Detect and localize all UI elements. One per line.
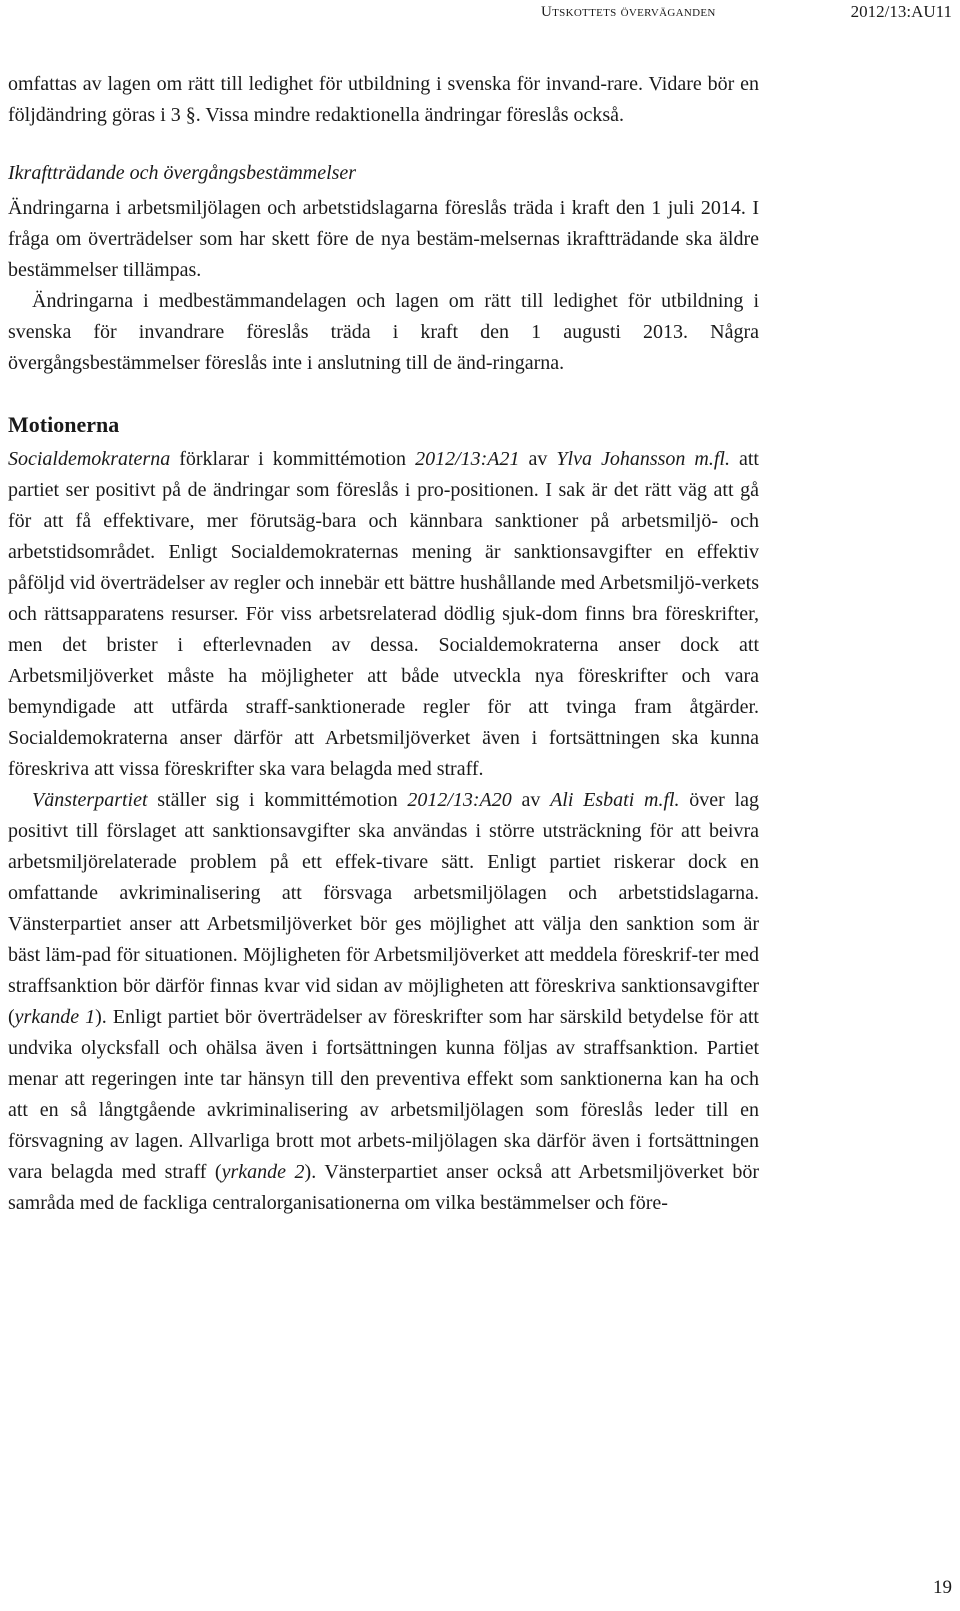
text-run: över lag positivt till förslaget att sanktionsavgifter ska användas i större utsträckning för att beivra arbetsmiljörelaterade problem på ett effek-tivare sätt. Enligt partiet riskerar dock en omfattande avkriminalisering att försvaga arbetsmiljölagen och arbetstidslagarna. Vänsterpartiet anser att Arbetsmiljöverket bör ges möjlighet att välja den sanktion som är bäst läm-pad för situationen. Möjligheten för Arbetsmiljöverket att meddela föreskrif-ter med straffsanktion bör därför finnas kvar vid sidan av möjligheten att föreskriva sanktionsavgifter ( [8,789,759,1028]
motion-author-ali-esbati: Ali Esbati m.fl. [550,789,680,811]
text-run: ). Vänsterpartiet anser också att Arbetsmiljöverket bör samråda med de fackliga centralorganisationerna om vilka bestämmelser och före- [8,1161,759,1214]
paragraph-ikrafttradande-medbestammandelagen: Ändringarna i medbestämmandelagen och lagen om rätt till ledighet för utbildning i svenska för invandrare föreslås träda i kraft den 1 augusti 2013. Några övergångsbestämmelser föreslås inte i anslutning till de änd-ringarna. [8,290,759,374]
subheading-ikrafttradande: Ikraftträdande och övergångsbestämmelser [8,162,357,184]
running-head [0,2,960,32]
text-run: av [511,789,551,811]
claim-reference-yrkande-2: yrkande 2 [221,1161,305,1183]
text-run: av [519,448,557,470]
text-run: förklarar i kommittémotion [170,448,416,470]
paragraph-motion-vansterpartiet [8,785,759,1219]
heading-motionerna: Motionerna [8,412,120,437]
claim-reference-yrkande-1: yrkande 1 [14,1006,96,1028]
motion-reference-a21: 2012/13:A21 [415,448,520,470]
document-body [8,69,759,1219]
text-run: ). Enligt partiet bör överträdelser av föreskrifter som har särskild betydelse för att undvika olycksfall och ohälsa även i fortsättningen kunna följas av straffsanktion. Partiet menar att regeringen inte tar hänsyn till den preventiva effekt som sanktionerna kan ha och att en så långtgående avkriminalisering av arbetsmiljölagen som föreslås leder till en försvagning av lagen. Allvarliga brott mot arbets-miljölagen ska därför även i fortsättningen vara belagda med straff ( [8,1006,759,1183]
party-name-socialdemokraterna: Socialdemokraterna [8,448,171,470]
paragraph-ikrafttradande-arbetsmiljolagen: Ändringarna i arbetsmiljölagen och arbetstidslagarna föreslås träda i kraft den 1 juli 2014. I fråga om överträdelser som har skett före de nya bestäm-melsernas ikraftträdande ska äldre bestämmelser tillämpas. [8,197,759,281]
motion-reference-a20: 2012/13:A20 [407,789,512,811]
text-run: att partiet ser positivt på de ändringar som föreslås i pro-positionen. I sak är det rätt väg att gå för att få effektivare, mer förutsäg-bara och kännbara sanktioner på arbetsmiljö- och arbetstidsområdet. Enligt Socialdemokraternas mening är sanktionsavgifter en effektiv påföljd vid överträdelser av regler och innebär ett bättre hushållande med Arbetsmiljö-verkets och rättsapparatens resurser. För viss arbetsrelaterad dödlig sjuk-dom finns bra föreskrifter, men det brister i efterlevnaden av dessa. Socialdemokraterna anser dock att Arbetsmiljöverket måste ha möjligheter att både utveckla nya föreskrifter och vara bemyndigade att utfärda straff-sanktionerade regler för att tvinga fram åtgärder. Socialdemokraterna anser därför att Arbetsmiljöverket även i fortsättningen ska kunna föreskriva att vissa föreskrifter ska vara belagda med straff. [8,448,759,780]
motion-author-ylva-johansson: Ylva Johansson m.fl. [556,448,730,470]
text-run: ställer sig i kommittémotion [147,789,408,811]
page-number: 19 [933,1577,952,1598]
running-head-document-id: 2012/13:AU11 [850,2,952,21]
running-head-section: Utskottets överväganden [541,4,716,20]
paragraph-motion-socialdemokraterna [8,444,759,785]
paragraph-intro-continuation: omfattas av lagen om rätt till ledighet för utbildning i svenska för invand-rare. Vidare bör en följdändring göras i 3 §. Vissa mindre redaktionella ändringar föreslås också. [8,73,759,126]
party-name-vansterpartiet: Vänsterpartiet [32,789,148,811]
